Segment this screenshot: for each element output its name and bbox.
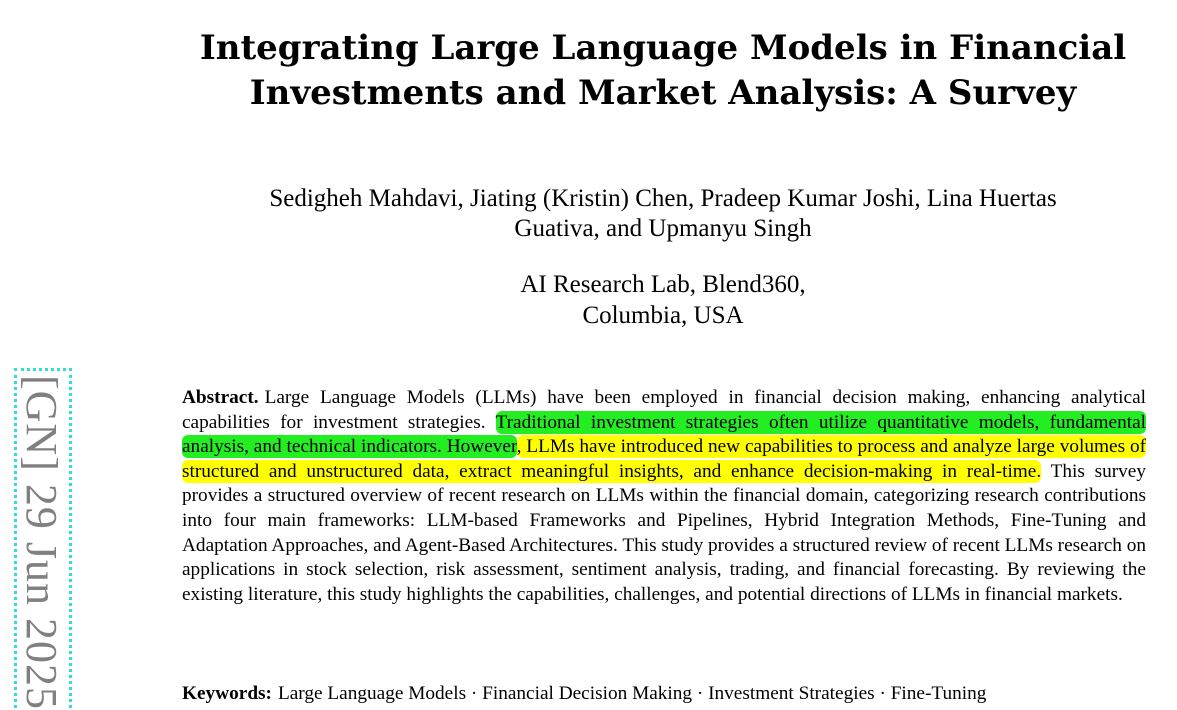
- yellow-highlight: , LLMs have introduced new capabilities to process and analyze large volumes of structured and unstructured data, extract meaningful insights, and enhance decision-making in real-time.: [182, 436, 1147, 482]
- authors-line-2: Guativa, and Upmanyu Singh: [514, 215, 812, 242]
- affiliation: [150, 269, 1176, 331]
- title-line-2: Investments and Market Analysis: A Survey: [249, 73, 1077, 113]
- affiliation-line-1: AI Research Lab, Blend360,: [520, 271, 806, 298]
- keywords-label: Keywords:: [182, 683, 272, 704]
- paper-title: [150, 26, 1176, 116]
- abstract-paragraph: [182, 386, 1146, 607]
- keywords-text: Large Language Models · Financial Decision Making · Investment Strategies · Fine-Tuning: [277, 683, 987, 704]
- author-list: [150, 184, 1176, 244]
- abstract-label: Abstract.: [182, 387, 259, 408]
- affiliation-line-2: Columbia, USA: [582, 302, 744, 329]
- title-line-1: Integrating Large Language Models in Financial: [199, 28, 1127, 68]
- keywords-line: [182, 682, 1146, 706]
- arxiv-stamp-text: [GN] 29 Jun 2025: [17, 375, 66, 710]
- abstract-text-part-1: Large Language Models (LLMs) have been employed in financial decision making, enhancing analytical capabilities for investment strategies.: [182, 387, 1146, 433]
- abstract-text-part-2: This survey provides a structured overview of recent research on LLMs within the financial domain, categorizing research contributions into four main frameworks: LLM-based Frameworks and Pipelines, Hybrid Integration Methods, Fine-Tuning and Adaptation Approaches, and Agent-Based Architectures. This study provides a structured review of recent LLMs research on applications in stock selection, risk assessment, sentiment analysis, trading, and financial forecasting. By reviewing the existing literature, this study highlights the capabilities, challenges, and potential directions of LLMs in financial markets.: [182, 460, 1146, 605]
- green-highlight: Traditional investment strategies often utilize quantitative models, fundamental analysis, and technical indicators. However: [182, 411, 1146, 458]
- authors-line-1: Sedigheh Mahdavi, Jiating (Kristin) Chen, Pradeep Kumar Joshi, Lina Huertas: [269, 185, 1057, 212]
